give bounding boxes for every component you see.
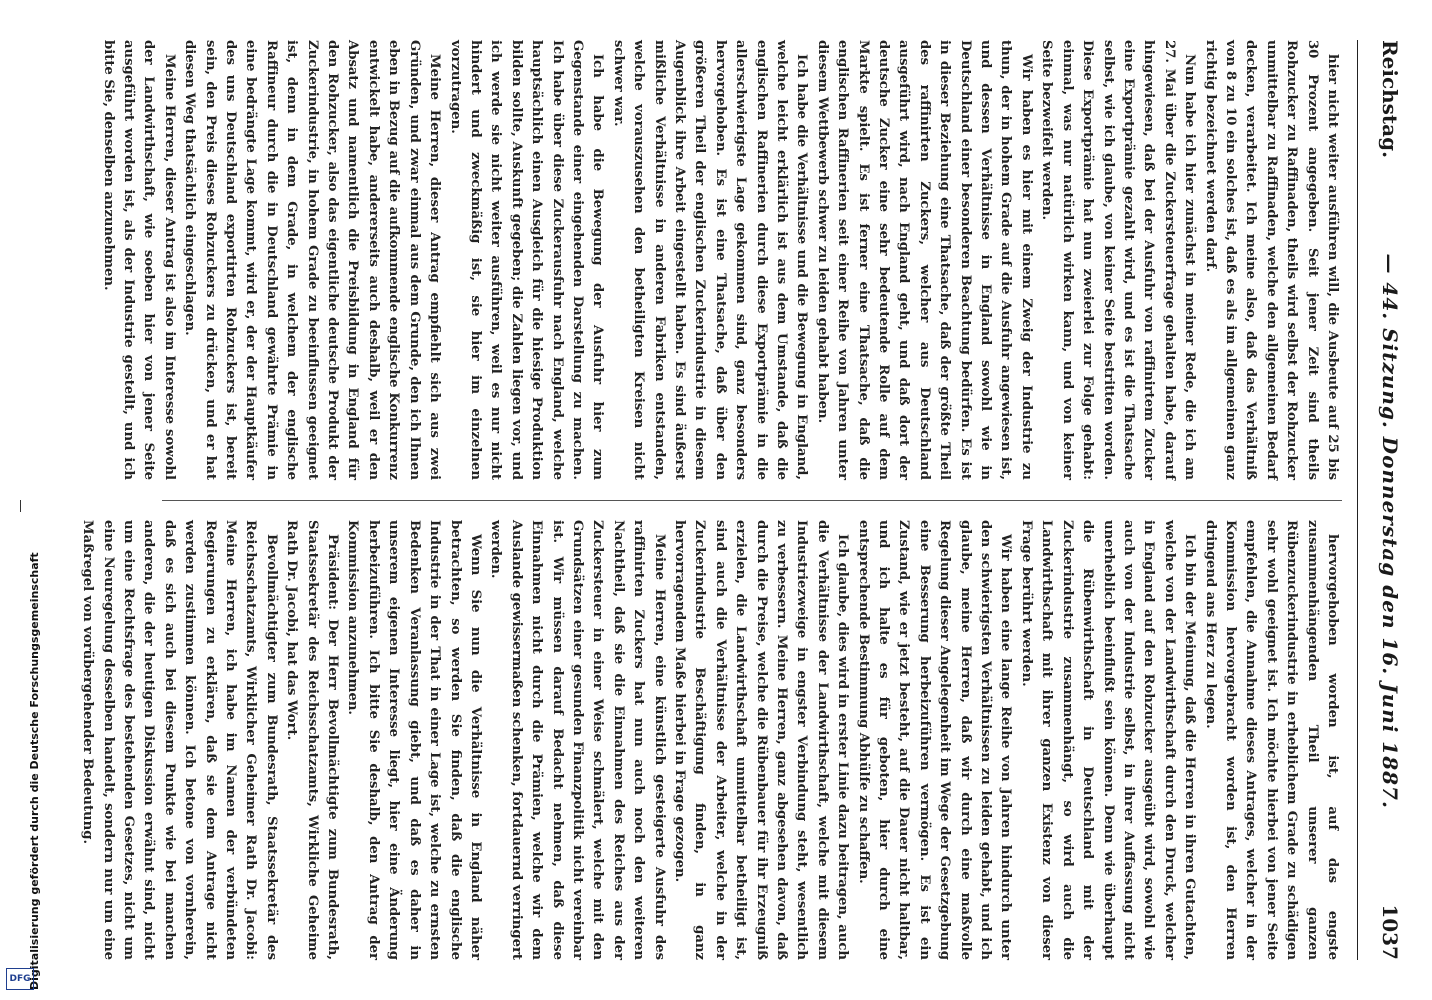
rotated-page-content	[80, 0, 1420, 1000]
paragraph: Wir haben eine lange Reihe von Jahren hindurch unter den schwierigsten Verhältnissen zu leiden gehabt, und ich glaube, meine Herren, daß wir durch eine maßvolle Regelung dieser Angelegenheit im Wege der Gesetzgebung eine Besserung herbeizuführen vermögen. Es ist ein Zustand, wie er jetzt besteht, auf die Dauer nicht haltbar, und ich halte es für geboten, hier durch eine entsprechende Bestimmung Abhülfe zu schaffen.	[855, 520, 1014, 960]
paragraph: Ich bin der Meinung, daß die Herren in ihren Gutachten, welche von der Landwirthschaft durch den Druck, welcher in England auf den Rohzucker ausgeübt wird, sowohl wie auch von der Industrie selbst, in ihrer Auffassung nicht unerheblich beeinflußt sein können. Denn wie überhaupt die Rübenwirthschaft in Deutschland mit der Zuckerindustrie zusammenhängt, so wird auch die Landwirthschaft mit ihrer ganzen Existenz von dieser Frage berührt werden.	[1018, 520, 1198, 960]
right-column	[80, 520, 1342, 960]
paragraph: hier nicht weiter ausführen will, die Ausbeute auf 25 bis 30 Prozent angegeben. Seit jener Zeit sind theils Rohzucker zu Raffinaden, theils wird selbst der Rohzucker unmittelbar zu Raffinaden, welche den allgemeinen Bedarf decken, verarbeitet. Ich meine also, daß das Verhältniß von 8 zu 10 ein solches ist, daß es als im allgemeinen ganz richtig bezeichnet werden darf.	[1202, 40, 1340, 480]
header-rule	[1357, 40, 1358, 960]
paragraph: Bevollmächtigter zum Bundesrath, Staatssekretär des Reichsschatzamts, Wirklicher Geheimer Rath Dr. Jacobi: Meine Herren, ich habe im Namen der verbündeten Regierungen zu erklären, daß sie dem Antrage nicht werden zustimmen können. Ich betone von vornherein, daß es sich auch bei diesem Punkte wie bei manchen anderen, die der heutigen Diskussion erwähnt sind, nicht um eine Rechtsfrage des bestehenden Gesetzes, nicht um eine Neuregelung desselben handelt, sondern nur um eine Maßregel von vorübergehender Bedeutung.	[80, 520, 279, 960]
paragraph: Präsident: Der Herr Bevollmächtigte zum Bundesrath, Staatssekretär des Reichsschatzamts, Wirkliche Geheime Rath Dr. Jacobi, hat das Wort.	[284, 520, 341, 960]
paragraph: Ich habe die Bewegung der Ausfuhr hier zum Gegenstande einer eingehenden Darstellung zu machen. Ich habe über diese Zuckerausfuhr nach England, welche hauptsächlich einen Ausgleich für die hiesige Produktion bilden sollte, Auskunft gegeben; die Zahlen liegen vor, und ich werde sie nicht weiter ausführen, weil es nur nicht hindert und zweckmäßig ist, sie hier im einzelnen vorzutragen.	[447, 40, 606, 480]
page-header	[1360, 40, 1420, 960]
digitization-credit: Digitalisierung gefördert durch die Deutsche Forschungsgemeinschaft	[28, 552, 41, 990]
header-left: Reichstag.	[1378, 40, 1402, 159]
scanned-page	[80, 0, 1420, 1000]
header-center: — 44. Sitzung. Donnerstag den 16. Juni 1887.	[1378, 253, 1402, 809]
paragraph: Meine Herren, dieser Antrag empfiehlt sich aus zwei Gründen, und zwar einmal aus dem Grunde, den ich Ihnen eben in Bezug auf die aufkommende englische Konkurrenz entwickelt habe, andererseits auch deshalb, weil er den Absatz und namentlich die Preisbildung in England für den Rohzucker, also das eigentliche deutsche Produkt der Zuckerindustrie, in hohem Grade zu beeinflussen geeignet ist, denn in dem Grade, in welchem der englische Raffineur durch die in Deutschland gewährte Prämie in eine bedrängte Lage kommt, wird er, der der Hauptkäufer des uns Deutschland exportirten Rohzuckers ist, bereit sein, den Preis dieses Rohzuckers zu drücken, und er hat diesen Weg thatsächlich eingeschlagen.	[182, 40, 443, 480]
paragraph: Wenn Sie nun die Verhältnisse in England näher betrachten, so werden Sie finden, daß die englische Industrie in der That in einer Lage ist, welche zu ernsten Bedenken Veranlassung giebt, und daß es daher in unserem eigenen Interesse liegt, hier eine Änderung herbeizuführen. Ich bitte Sie deshalb, den Antrag der Kommission anzunehmen.	[345, 520, 483, 960]
paragraph: Ich habe die Verhältnisse und die Bewegung in England, welche leicht erklärlich ist aus dem Umstande, daß die englischen Raffinerien durch diese Exportprämie in die allerschwierigste Lage gekommen sind, ganz besonders hervorgehoben. Es ist eine Thatsache, daß über den größeren Theil der englischen Zuckerindustrie in diesem Augenblick ihre Arbeit eingestellt haben. Es sind äußerst mißliche Verhältnisse in anderen Fabriken entstanden, welche vorauszusehen den betheiligten Kreisen nicht schwer war.	[610, 40, 810, 480]
paragraph: Ich glaube, dies wird in erster Linie dazu beitragen, auch die Verhältnisse der Landwirthschaft, welche mit diesem Industriezweige in engster Verbindung steht, wesentlich zu verbessern. Meine Herren, ganz abgesehen davon, daß durch die Preise, welche die Rübenbauer für ihr Erzeugniß erzielen, die Landwirthschaft unmittelbar betheiligt ist, sind auch die Verhältnisse der Arbeiter, welche in der Zuckerindustrie Beschäftigung finden, in ganz hervorragendem Maße hierbei in Frage gezogen.	[672, 520, 851, 960]
paragraph: Wir haben es hier mit einem Zweig der Industrie zu thun, der in hohem Grade auf die Ausfuhr angewiesen ist, und dessen Verhältnisse in England sowohl wie in Deutschland einer besonderen Beachtung bedürfen. Es ist in dieser Beziehung eine Thatsache, daß der größte Theil des raffinirten Zuckers, welcher aus Deutschland ausgeführt wird, nach England geht, und daß dort der deutsche Zucker eine sehr bedeutende Rolle auf dem Markte spielt. Es ist ferner eine Thatsache, daß die englischen Raffinerien seit einer Reihe von Jahren unter diesem Wettbewerb schwer zu leiden gehabt haben.	[814, 40, 1034, 480]
left-column	[100, 40, 1342, 480]
margin-mark	[20, 500, 21, 512]
column-divider	[162, 500, 1342, 501]
dfg-logo: DFG	[6, 968, 34, 990]
paragraph: Meine Herren, eine künstlich gesteigerte Ausfuhr des raffinirten Zuckers hat nun auch noch den weiteren Nachtheil, daß sie die Einnahmen des Reiches aus der Zuckersteuer in einer Weise schmälert, welche mit den Grundsätzen einer gesunden Finanzpolitik nicht vereinbar ist. Wir müssen darauf Bedacht nehmen, daß diese Einnahmen nicht durch die Prämien, welche wir dem Auslande gewissermaßen schenken, fortdauernd verringert werden.	[488, 520, 667, 960]
paragraph: hervorgehoben worden ist, auf das engste zusammenhängenden Theil unserer ganzen Rübenzuckerindustrie in erheblichem Grade zu schädigen sehr wohl geeignet ist. Ich möchte hierbei von jener Seite empfehlen, die Annahme dieses Antrages, welcher in der Kommission hervorgebracht worden ist, den Herren dringend ans Herz zu legen.	[1202, 520, 1340, 960]
paragraph: Nun habe ich hier zunächst in meiner Rede, die ich am 27. Mai über die Zuckersteuerfrage gehalten habe, darauf hingewiesen, daß bei der Ausfuhr von raffinirtem Zucker eine Exportprämie gezahlt wird, und es ist die Thatsache selbst, wie ich glaube, von keiner Seite bestritten worden. Diese Exportprämie hat nun zweierlei zur Folge gehabt: einmal, was nur natürlich wirken kann, und von keiner Seite bezweifelt werden.	[1039, 40, 1198, 480]
page-number: 1037	[1378, 904, 1402, 960]
paragraph: Meine Herren, dieser Antrag ist also im Interesse sowohl der Landwirthschaft, wie soeben hier von jener Seite ausgeführt worden ist, als der Industrie gestellt, und ich bitte Sie, denselben anzunehmen.	[100, 40, 177, 480]
digitization-sidebar	[0, 0, 40, 1000]
